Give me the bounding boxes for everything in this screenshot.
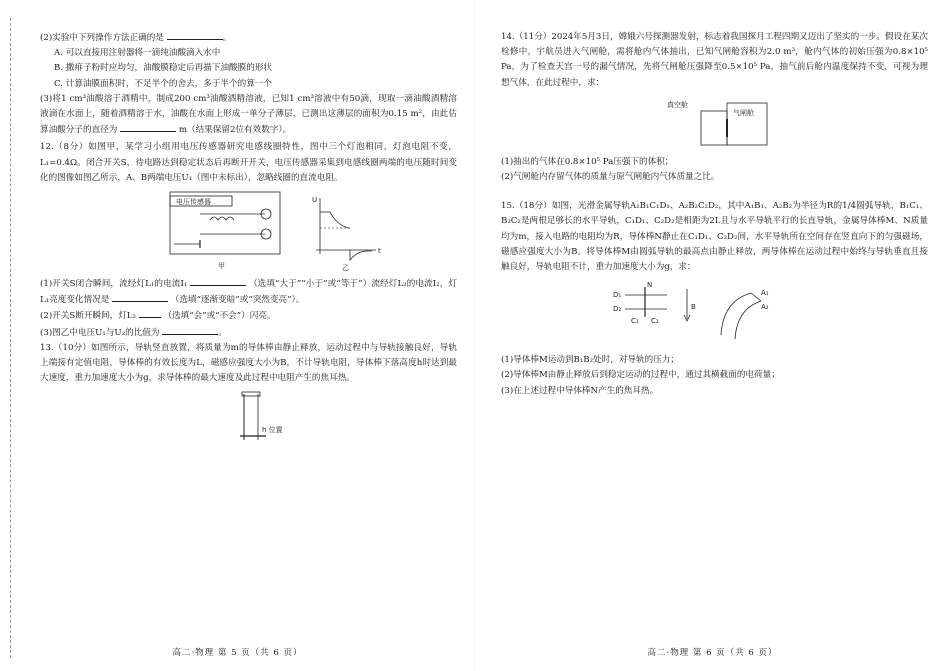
label-a1: A₁ (761, 289, 769, 298)
q15-figure (501, 277, 928, 349)
q14-figure (501, 93, 928, 151)
q12-part2: (2)开关S断开瞬间，灯L₂ （选填“会”或“不会”）闪亮。 (40, 308, 457, 324)
q12-part3: (3)图乙中电压U₁与U₂的比值为 。 (40, 325, 457, 341)
label-yi: 乙 (342, 264, 349, 273)
q15-part2: (2)导体棒M由静止释放后到稳定运动的过程中，通过其横截面的电荷量； (501, 370, 780, 381)
q11-option-b: B. 撒痱子粉时应均匀，油酸膜稳定后再描下油酸膜的形状 (54, 63, 273, 74)
q12-circuit-and-graph (40, 188, 460, 272)
label-jia: 甲 (218, 262, 225, 271)
label-a2: A₂ (761, 303, 769, 312)
page-footer-left: 高二·物理 第 5 页（共 6 页） (172, 648, 303, 658)
arc-a2 (735, 301, 761, 339)
q11-part2: (2)实验中下列操作方法正确的是 。 (40, 30, 457, 46)
q15-rail-diagram (501, 277, 921, 349)
inductor-coil (210, 217, 234, 220)
q15-part1: (1)导体棒M运动到B₁B₂处时，对导轨的压力； (501, 355, 679, 366)
u-curve-1 (320, 212, 350, 228)
q12-figure (40, 188, 457, 272)
label-c2: C₂ (651, 317, 659, 326)
voltage-graph (312, 196, 381, 272)
q14-stem: 14.（11分）2024年5月3日，嫦娥六号探测器发射，标志着我国探月工程四期又迈出了坚实的一步。假设在某次检修中，宇航员进入气闸舱，需将舱内气体抽出，已知气闸舱容积为2.0 m³，舱内气体的初始压强为0.8×10⁵ Pa，为了检查天宫一号的漏气情况，先将气闸舱压强降至0.5×10⁵ Pa，抽气前后舱内温度保持不变，可视为理想气体，在此过程中，求： (501, 32, 928, 88)
q14-part1: (1)抽出的气体在0.8×10⁵ Pa压强下的体积； (501, 156, 674, 167)
label-c1: C₁ (631, 317, 639, 326)
q14-part2: (2)气闸舱内存留气体的质量与原气闸舱内气体质量之比。 (501, 172, 720, 183)
label-n: N (647, 281, 653, 290)
q11-option-c: C. 计算油膜面积时，不足半个的舍去，多于半个的算一个 (54, 78, 272, 89)
q13-figure (40, 388, 457, 444)
chamber-left (701, 111, 727, 145)
label-d1: D₁ (613, 291, 622, 300)
page-footer-right: 高二·物理 第 6 页（共 6 页） (647, 648, 778, 658)
arc-a1 (721, 293, 751, 335)
label-b: B (691, 303, 696, 312)
q15-part3: (3)在上述过程中导体棒N产生的焦耳热。 (501, 385, 659, 396)
q13-label: h 位置 (262, 426, 283, 435)
u-axis-label: U (312, 196, 318, 205)
t-axis-label: t (378, 247, 381, 256)
q13-stem: 13.（10分）如图所示，导轨竖直放置，将质量为m的导体棒由静止释放，运动过程中与导轨接触良好，导轨上端接有定值电阻，导体棒的有效长度为L，磁感应强度大小为B，不计导轨电阻，导体棒下落高度h时达到最大速度，重力加速度大小为g，求导体棒的最大速度及此过程中电阻产生的焦耳热。 (40, 342, 457, 384)
circuit-diagram (170, 192, 280, 270)
q11-option-a: A. 可以直接用注射器将一滴纯油酸滴入水中 (54, 48, 221, 59)
q14-right-label: 气闸舱 (733, 108, 754, 117)
top-bar (242, 392, 260, 396)
q11-part3: (3)将1 cm³油酸溶于酒精中，制成200 cm³油酸酒精溶液，已知1 cm³溶液中有50滴，现取一滴油酸酒精溶液滴在水面上，随着酒精溶于水，油酸在水面上形成一单分子薄层，已测出这薄层的面积为0.15 m²，由此估算油酸分子的直径为 m（结果保留2位有效数字）。 (40, 93, 457, 136)
q12-part1: (1)开关S闭合瞬间，流经灯L₁的电流I₁ （选填“大于”“小于”或“等于”）流经灯L₂的电流I₂，灯L₁亮度变化情况是 （选填“逐渐变暗”或“突然变亮”）。 (40, 276, 457, 308)
q14-chamber-diagram (501, 93, 921, 151)
binding-line (10, 18, 11, 658)
q15-stem: 15.（18分）如图，光滑金属导轨A₁B₁C₁D₁、A₂B₂C₂D₂，其中A₁B₁、A₂B₂为半径为R的1/4圆弧导轨，B₁C₁、B₂C₂是两根足够长的水平导轨，C₁D₁、C₂D₂是相距为2L且与水平导轨平行的长直导轨，金属导体棒M、N质量均为m，接入电路的电阻均为R，导体棒N静止在C₁D₁、C₂D₂间，水平导轨所在空间存在竖直向下的匀强磁场，磁感应强度大小为B。将导体棒M由圆弧导轨的最高点由静止释放，两导体棒在运动过程中始终与导轨垂直且接触良好，导轨电阻不计，重力加速度大小为g，求： (501, 201, 928, 273)
exam-page-6 (475, 0, 950, 671)
q14-left-label: 真空舱 (667, 100, 688, 109)
u-curve-2 (350, 250, 372, 260)
label-d2: D₂ (613, 305, 622, 314)
sensor-label: 电压传感器 (176, 198, 211, 207)
q12-stem: 12.（8分）如图甲，某学习小组用电压传感器研究电感线圈特性，图中三个灯泡相同，灯泡电阻不变，L₁=0.4Ω。闭合开关S，待电路达到稳定状态后再断开开关，电压传感器采集到电感线圈两端的电压随时间变化的图像如图乙所示，A、B两端电压U₁（图中未标出），忽略线圈的直流电阻。 (40, 142, 457, 183)
q13-rail-diagram (40, 388, 460, 444)
